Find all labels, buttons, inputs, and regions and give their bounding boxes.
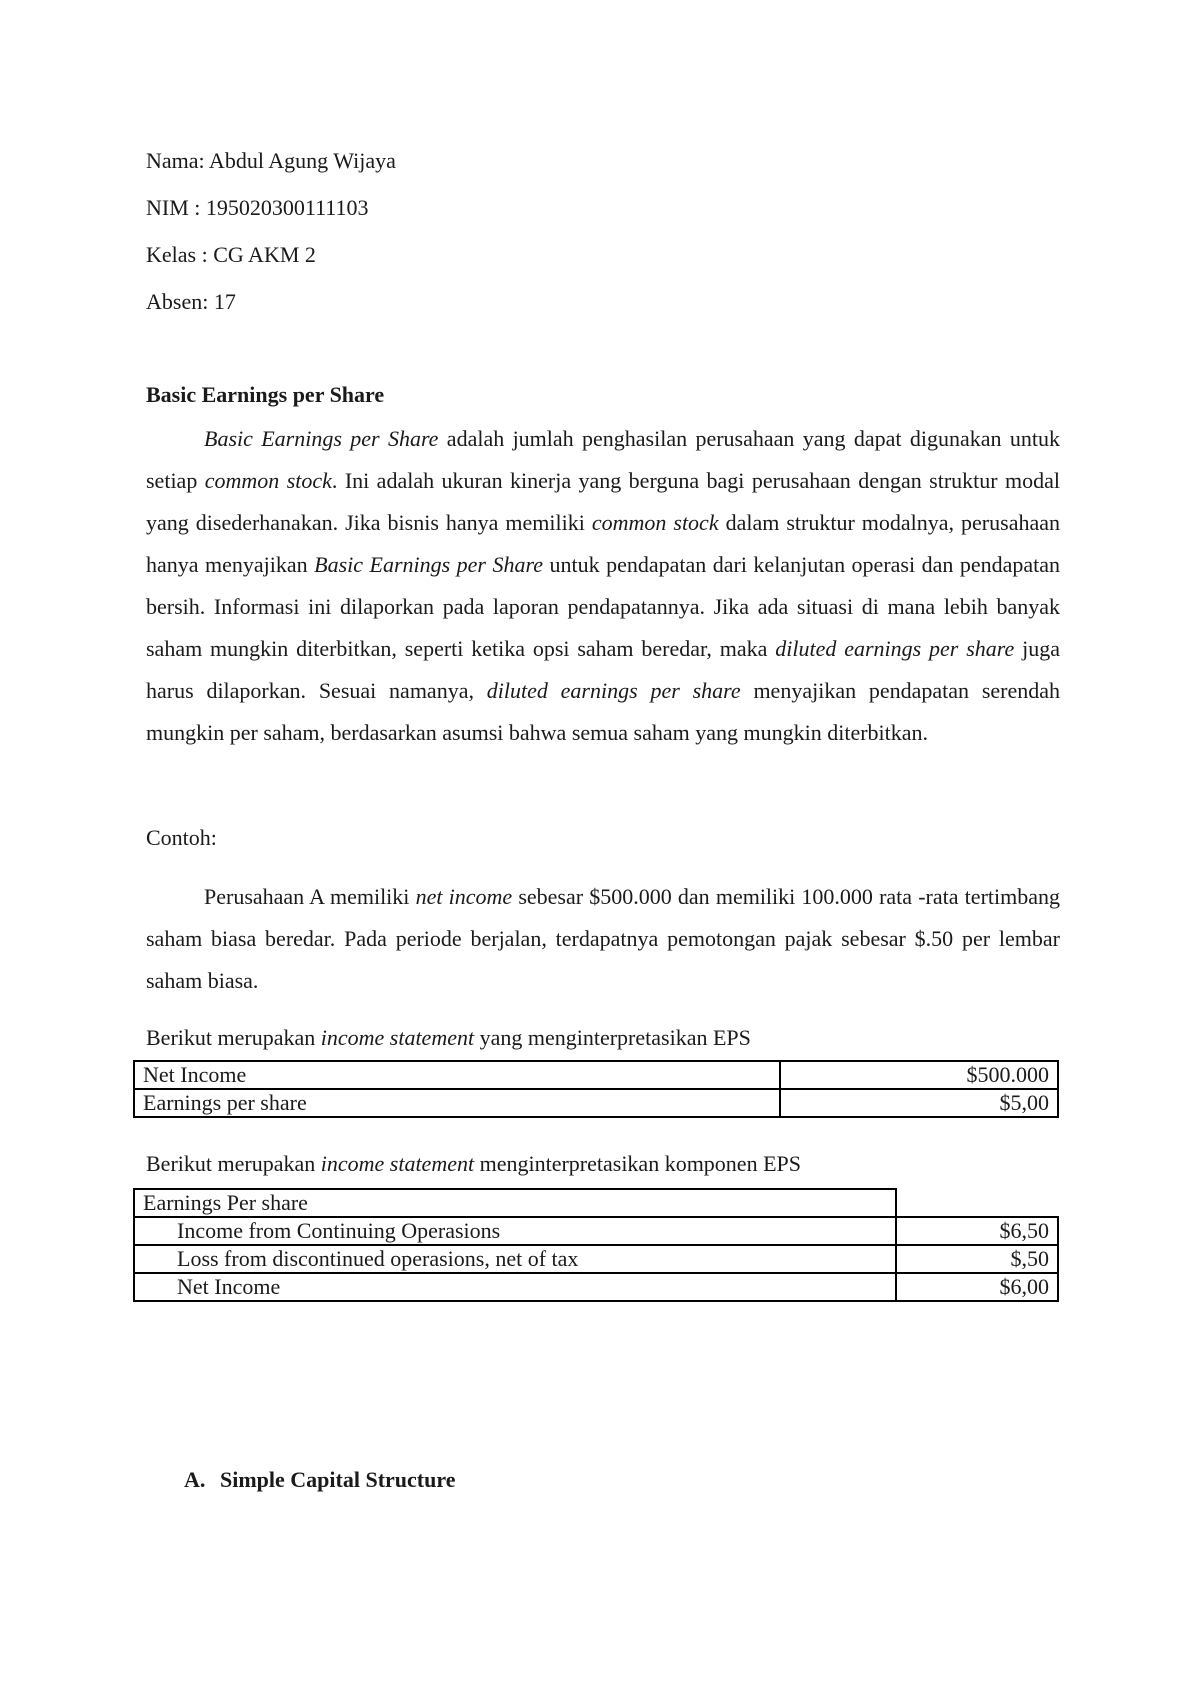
student-class: Kelas : CG AKM 2 <box>146 242 316 267</box>
term-income-statement: income statement <box>320 1151 475 1176</box>
eps-components-table <box>133 1188 1059 1302</box>
eps-table <box>133 1060 1059 1118</box>
table-row <box>134 1089 1058 1117</box>
term-diluted-eps: diluted earnings per share <box>775 636 1015 661</box>
table-row <box>134 1061 1058 1089</box>
section-heading-simple-capital <box>184 1467 455 1493</box>
table-row <box>134 1245 1058 1273</box>
text-run: untuk pendapatan dari kelanjutan operasi dan pendapatan bersih. Informasi ini dilaporkan pada laporan pendapatannya. Jika ada situasi di mana lebih banyak saham mungkin diterbitkan, seperti ketika opsi saham beredar, maka <box>146 552 1060 661</box>
term-diluted-eps: diluted earnings per share <box>486 678 741 703</box>
row-label: Earnings per share <box>134 1089 780 1117</box>
text-run: sebesar $500.000 dan memiliki 100.000 rata -rata tertimbang saham biasa beredar. Pada periode berjalan, terdapatnya pemotongan pajak sebesar $.50 per lembar saham biasa. <box>146 884 1060 993</box>
row-label: Income from Continuing Operasions <box>134 1217 896 1245</box>
row-label: Net Income <box>134 1273 896 1301</box>
text-run: dalam struktur modalnya, perusahaan hanya menyajikan <box>146 510 1060 577</box>
student-nim: NIM : 195020300111103 <box>146 195 369 220</box>
text-run: juga harus dilaporkan. Sesuai namanya, <box>146 636 1060 703</box>
example-label: Contoh: <box>146 825 217 850</box>
section-label: A. <box>184 1467 206 1492</box>
text-run: Berikut merupakan <box>146 1151 321 1176</box>
term-income-statement: income statement <box>320 1025 475 1050</box>
text-run: Perusahaan A memiliki <box>204 884 416 909</box>
row-label: Loss from discontinued operasions, net of tax <box>134 1245 896 1273</box>
table1-caption <box>146 1025 751 1051</box>
table2-caption <box>146 1151 801 1177</box>
paragraph-example <box>146 876 1060 1002</box>
table-header-row <box>134 1189 1058 1217</box>
text-run: menyajikan pendapatan serendah mungkin per saham, berdasarkan asumsi bahwa semua saham yang mungkin diterbitkan. <box>146 678 1061 745</box>
term-basic-eps: Basic Earnings per Share <box>204 426 439 451</box>
student-name: Nama: Abdul Agung Wijaya <box>146 148 396 173</box>
text-run: yang menginterpretasikan EPS <box>474 1025 751 1050</box>
paragraph-definition <box>146 418 1060 754</box>
row-value: $5,00 <box>780 1089 1058 1117</box>
row-value: $6,50 <box>896 1217 1058 1245</box>
row-value: $,50 <box>896 1245 1058 1273</box>
table-header-blank <box>896 1189 1058 1217</box>
section-heading-basic-eps: Basic Earnings per Share <box>146 382 385 407</box>
term-common-stock: common stock <box>591 510 719 535</box>
text-run: adalah jumlah penghasilan perusahaan yang dapat digunakan untuk setiap <box>146 426 1060 493</box>
text-run: . Ini adalah ukuran kinerja yang berguna bagi perusahaan dengan struktur modal yang disederhanakan. Jika bisnis hanya memiliki <box>146 468 1060 535</box>
row-label: Net Income <box>134 1061 780 1089</box>
table-row <box>134 1273 1058 1301</box>
text-run: menginterpretasikan komponen EPS <box>474 1151 801 1176</box>
term-net-income: net income <box>415 884 513 909</box>
student-attendance: Absen: 17 <box>146 289 236 314</box>
term-basic-eps: Basic Earnings per Share <box>314 552 543 577</box>
section-title: Simple Capital Structure <box>220 1467 456 1492</box>
table-header-label: Earnings Per share <box>134 1189 896 1217</box>
term-common-stock: common stock <box>204 468 332 493</box>
table-row <box>134 1217 1058 1245</box>
row-value: $6,00 <box>896 1273 1058 1301</box>
text-run: Berikut merupakan <box>146 1025 321 1050</box>
row-value: $500.000 <box>780 1061 1058 1089</box>
